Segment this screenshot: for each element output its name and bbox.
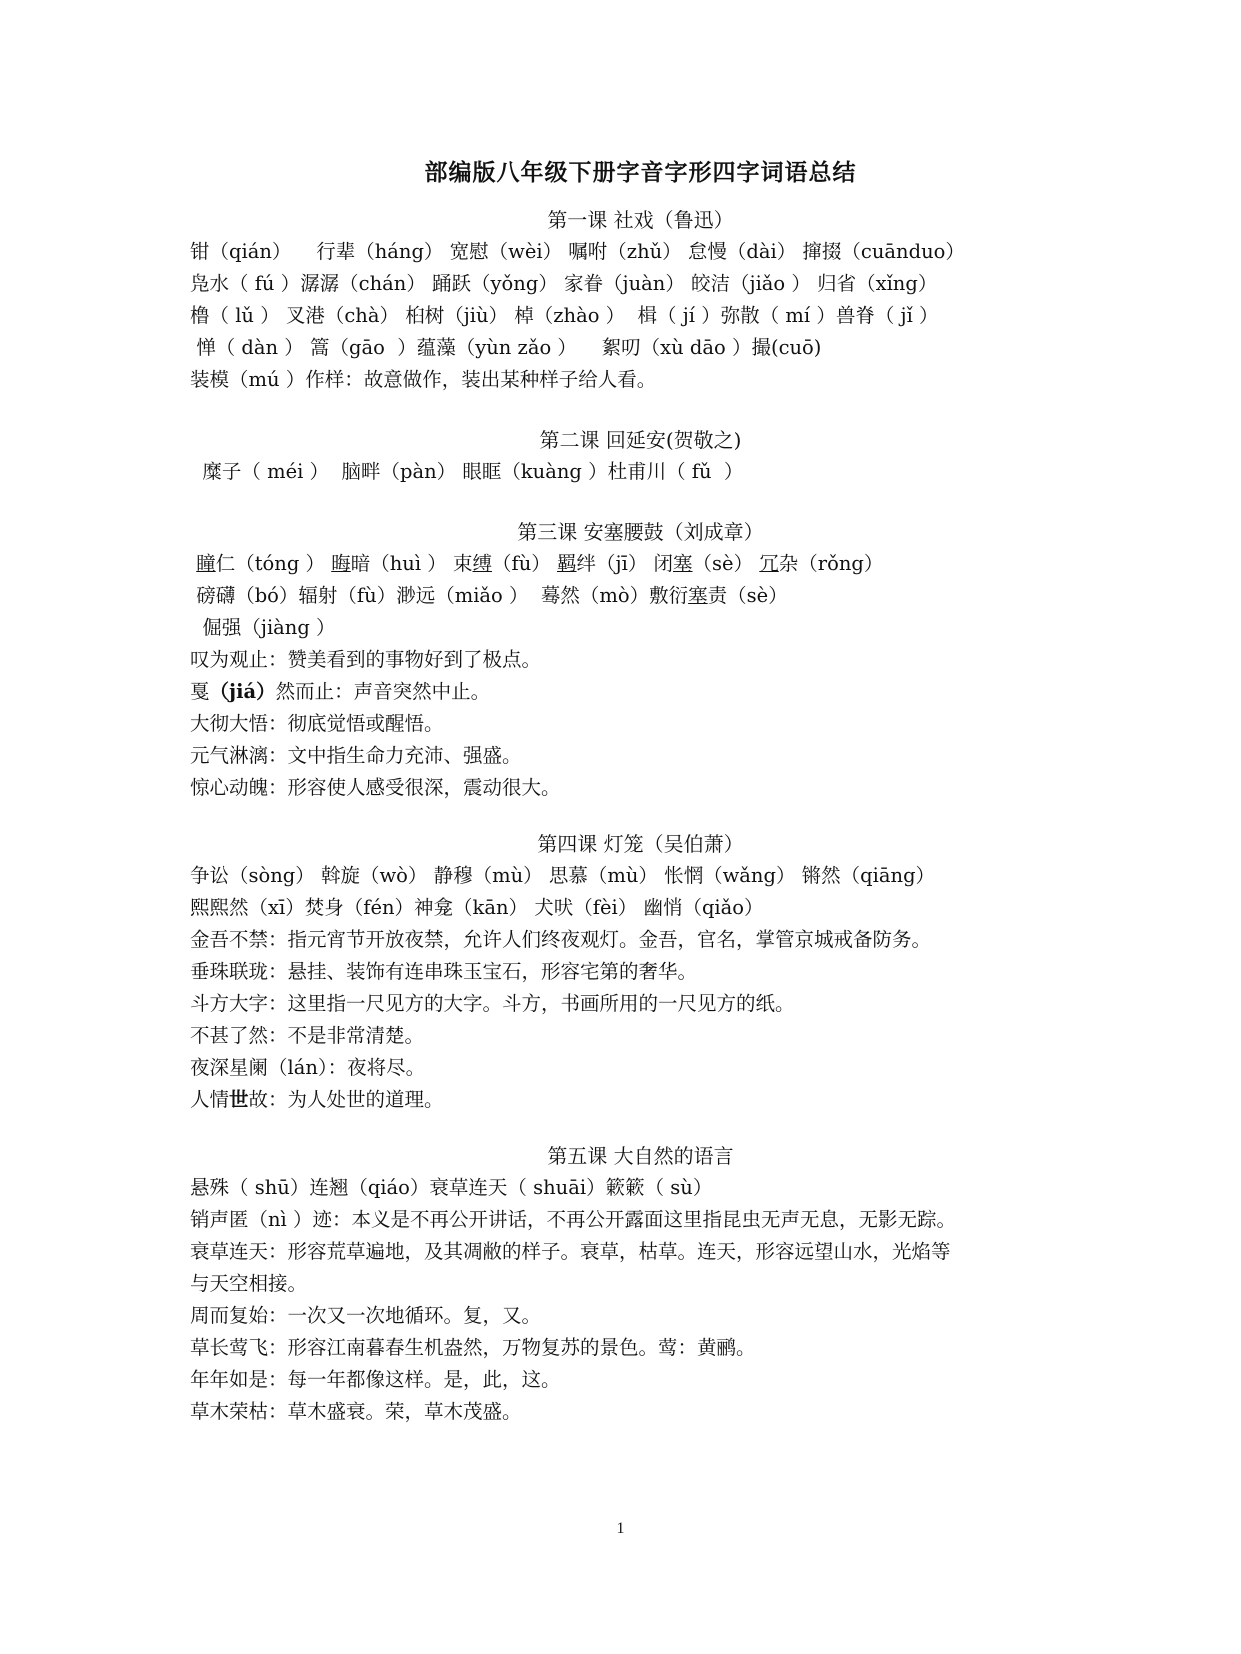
page-number: 1 [616, 1520, 625, 1537]
lesson-4-line: 争讼（sòng） 斡旋（wò） 静穆（mù） 思慕（mù） 怅惘（wǎng） 锵然（qiāng） [190, 864, 936, 887]
lesson-1-line: 钳（qián） 行辈（háng） 宽慰（wèi） 嘱咐（zhǔ） 怠慢（dài） 撺掇（cuānduo） [190, 240, 965, 263]
lesson-5-line: 年年如是：每一年都像这样。是，此，这。 [190, 1368, 561, 1391]
lesson-1-line: 惮（ dàn ） 篙（gāo ）蕴藻（yùn zǎo ） 絮叨（xù dāo ）撮(cuō) [190, 336, 822, 359]
lesson-5-line: 悬殊（ shū）连翘（qiáo）衰草连天（ shuāi）簌簌（ sù） [190, 1176, 713, 1199]
lesson-5-line: 草长莺飞：形容江南暮春生机盎然，万物复苏的景色。莺：黄鹂。 [190, 1336, 756, 1359]
lesson-4-heading: 第四课 灯笼（吴伯萧） [537, 832, 744, 856]
lesson-3-line-4: 叹为观止：赞美看到的事物好到了极点。 [190, 648, 542, 671]
lesson-1-line: 装模（mú ）作样：故意做作，装出某种样子给人看。 [190, 368, 657, 391]
lesson-4-line: 金吾不禁：指元宵节开放夜禁，允许人们终夜观灯。金吾，官名，掌管京城戒备防务。 [190, 928, 932, 951]
underlined-char: 塞 [673, 552, 693, 575]
lesson-4-line-last: 人情世故：为人处世的道理。 [190, 1088, 444, 1111]
section-gap [190, 804, 1091, 828]
underlined-char: 羁 [557, 552, 577, 575]
lesson-3-line-3: 倔强（jiàng ） [190, 616, 336, 639]
underlined-char: 缚 [472, 552, 493, 575]
lesson-3-line-8: 惊心动魄：形容使人感受很深，震动很大。 [190, 776, 561, 799]
lesson-2-heading: 第二课 回延安(贺敬之) [539, 428, 742, 452]
section-gap [190, 488, 1091, 516]
lesson-5-line: 周而复始：一次又一次地循环。复，又。 [190, 1304, 542, 1327]
lesson-3-line-1: 瞳仁（tóng ） 晦暗（huì ） 束缚（fù） 羁绊（jī） 闭塞（sè） 冗杂（rǒng） [196, 552, 884, 575]
underlined-char: 冗 [759, 552, 779, 575]
lesson-1-line: 橹（ lǔ ） 叉港（chà） 桕树（jiù） 棹（zhào ） 楫（ jí ）弥散（ mí ）兽脊（ jǐ ） [190, 304, 939, 327]
lesson-5-line: 衰草连天：形容荒草遍地，及其凋敝的样子。衰草，枯草。连天，形容远望山水，光焰等 [190, 1240, 951, 1263]
lesson-3-line-7: 元气淋漓：文中指生命力充沛、强盛。 [190, 744, 522, 767]
document-title: 部编版八年级下册字音字形四字词语总结 [424, 160, 857, 186]
section-gap [190, 396, 1091, 424]
lesson-5-line: 与天空相接。 [190, 1272, 308, 1295]
bold-char: 世 [229, 1088, 249, 1111]
lesson-5-line: 销声匿（nì ）迹：本义是不再公开讲话，不再公开露面这里指昆虫无声无息，无影无踪。 [190, 1208, 956, 1231]
bold-pinyin: （jiá） [209, 680, 276, 703]
lesson-4-line: 熙熙然（xī）焚身（fén）神龛（kān） 犬吠（fèi） 幽悄（qiǎo） [190, 896, 764, 919]
lesson-1-line: 凫水（ fú ）潺潺（chán） 踊跃（yǒng） 家眷（juàn） 皎洁（jiǎo ） 归省（xǐng） [190, 272, 938, 295]
lesson-3-line-5: 戛（jiá）然而止：声音突然中止。 [190, 680, 491, 703]
lesson-4-line: 不甚了然：不是非常清楚。 [190, 1024, 425, 1047]
lesson-4-line: 垂珠联珑：悬挂、装饰有连串珠玉宝石，形容宅第的奢华。 [190, 960, 698, 983]
lesson-1-heading: 第一课 社戏（鲁迅） [547, 208, 734, 232]
underlined-char: 晦 [331, 552, 351, 575]
underlined-char: 瞳 [196, 552, 216, 575]
lesson-4-line: 斗方大字：这里指一尺见方的大字。斗方，书画所用的一尺见方的纸。 [190, 992, 795, 1015]
lesson-3-heading: 第三课 安塞腰鼓（刘成章） [517, 520, 764, 544]
section-gap [190, 1116, 1091, 1140]
underlined-char: 塞 [688, 584, 708, 607]
lesson-3-line-6: 大彻大悟：彻底觉悟或醒悟。 [190, 712, 444, 735]
lesson-5-line: 草木荣枯：草木盛衰。荣，草木茂盛。 [190, 1400, 522, 1423]
lesson-5-heading: 第五课 大自然的语言 [547, 1144, 734, 1168]
lesson-3-line-2: 磅礴（bó）辐射（fù）渺远（miǎo ） 蓦然（mò）敷衍塞责（sè） [190, 584, 788, 607]
lesson-4-line: 夜深星阑（lán）：夜将尽。 [190, 1056, 426, 1079]
lesson-2-line: 糜子（ méi ） 脑畔（pàn） 眼眶（kuàng ）杜甫川（ fǔ ） [190, 460, 744, 483]
